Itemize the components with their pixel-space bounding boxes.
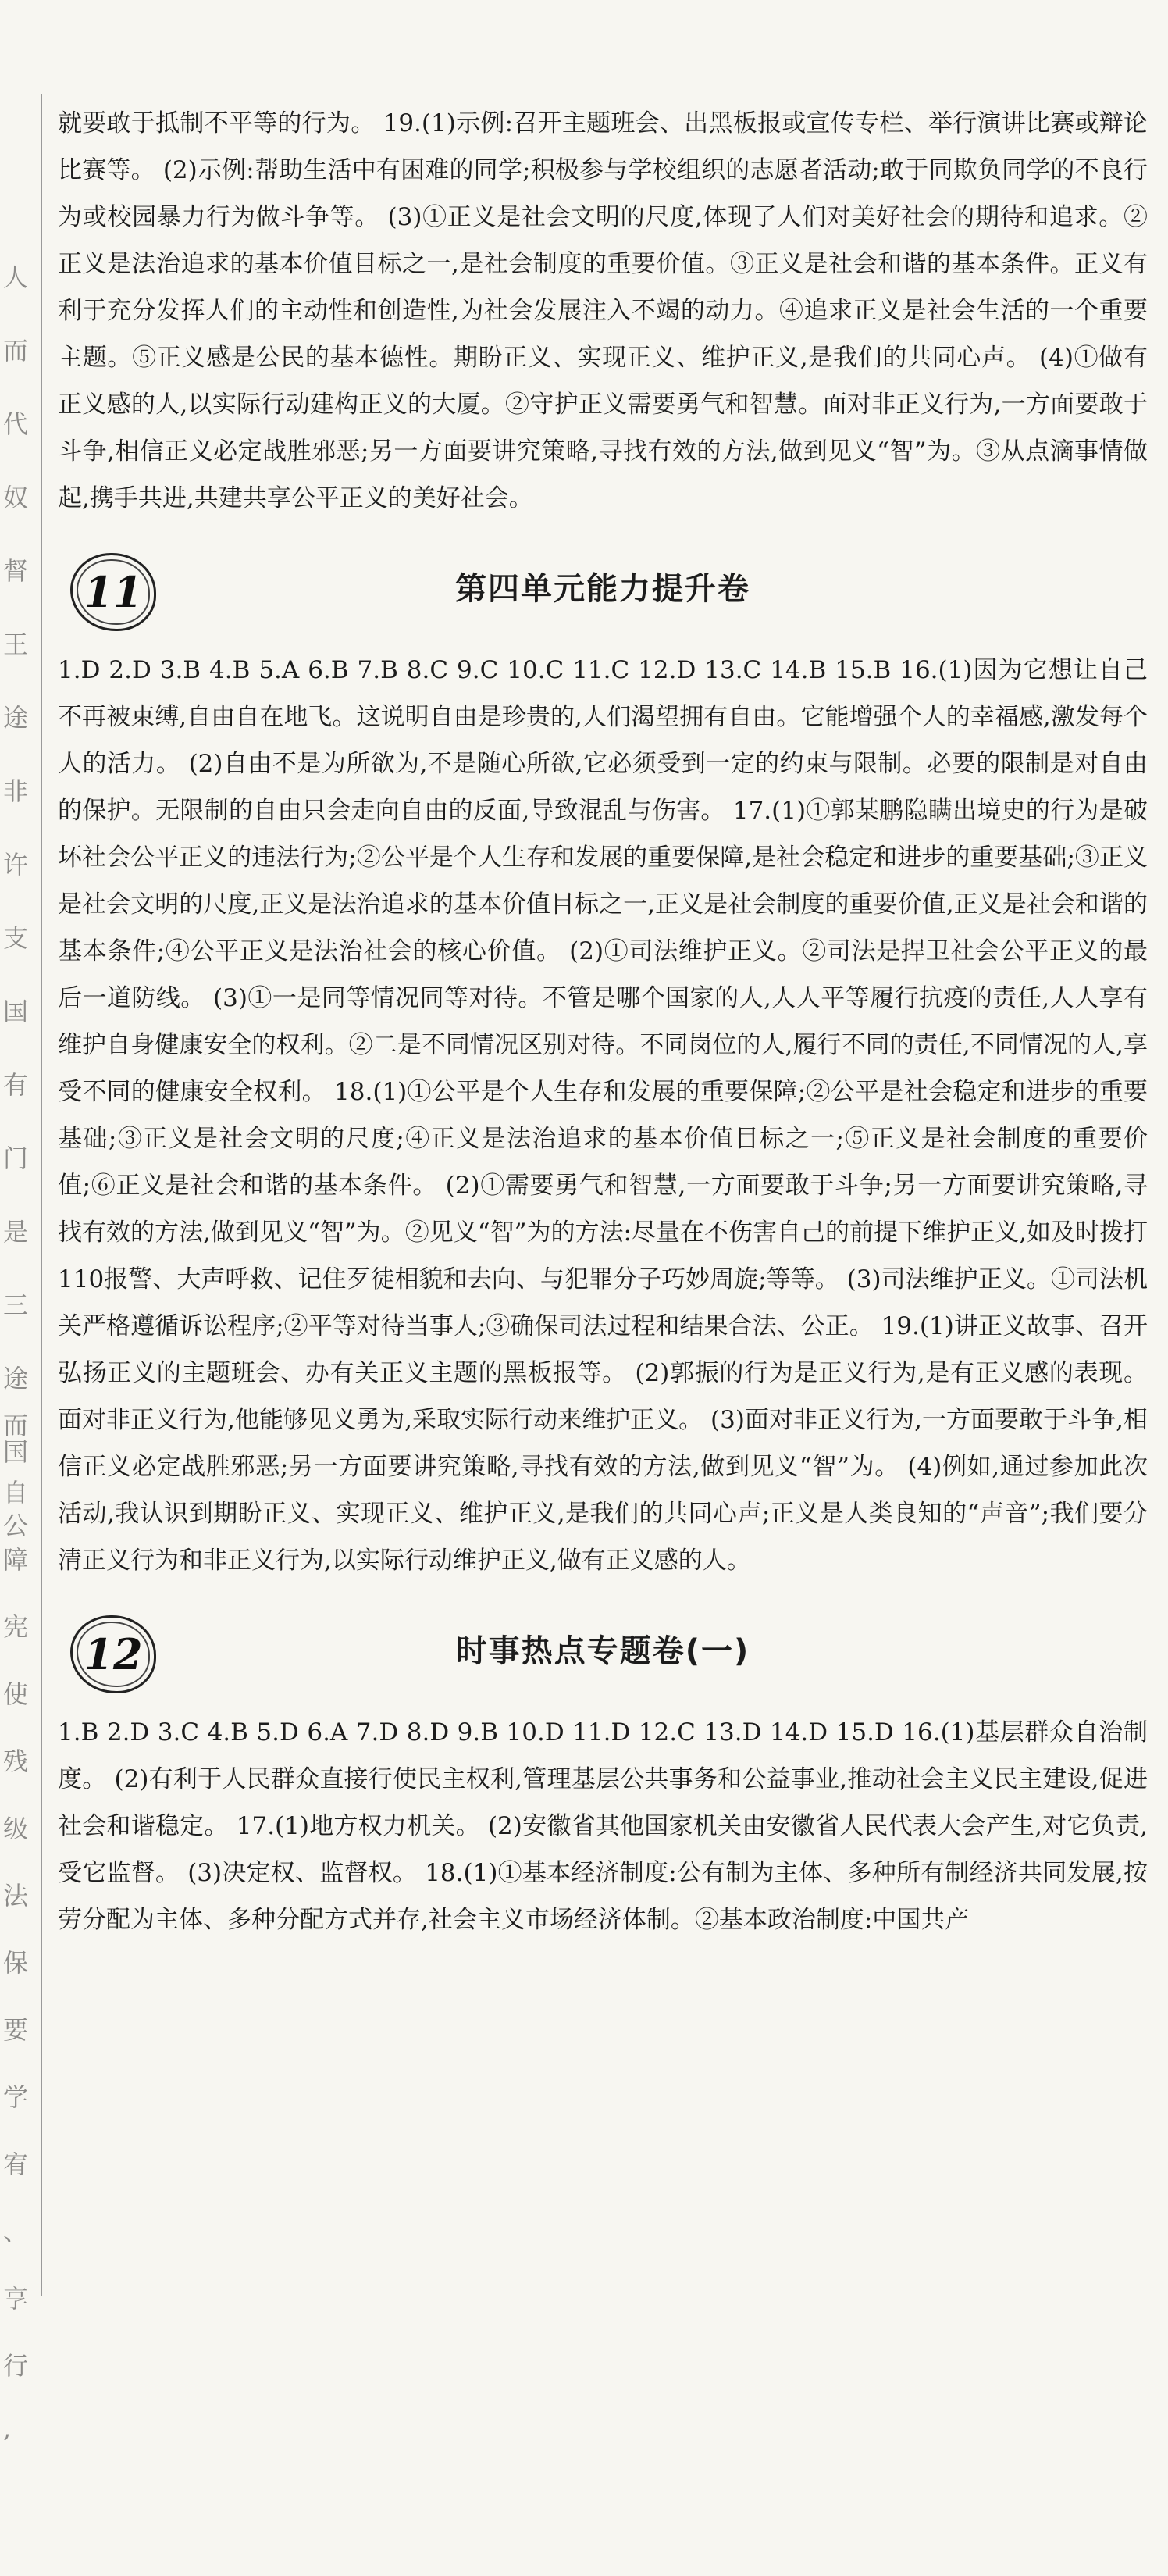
margin-char: 享 bbox=[3, 2284, 29, 2314]
section-title: 时事热点专题卷(一) bbox=[455, 1633, 750, 1669]
margin-char: 要 bbox=[3, 2015, 29, 2045]
margin-char: 途 bbox=[3, 703, 29, 733]
margin-char: 障 bbox=[3, 1545, 29, 1575]
margin-text-upper bbox=[3, 258, 29, 1542]
margin-char: 级 bbox=[3, 1814, 29, 1843]
margin-char: 许 bbox=[3, 850, 29, 879]
margin-char: 行 bbox=[3, 2351, 29, 2381]
margin-char: 国 bbox=[3, 1437, 29, 1467]
section-answers: 1.D 2.D 3.B 4.B 5.A 6.B 7.B 8.C 9.C 10.C 11.C 12.D 13.C 14.B 15.B 16.(1)因为它想让自己不再被束缚,自由自在地飞。这说明自由是珍贵的,人们渴望拥有自由。它能增强个人的幸福感,激发每个人的活力。 (2)自由不是为所欲为,不是随心所欲,它必须受到一定的约束与限制。必要的限制是对自由的保护。无限制的自由只会走向自由的反面,导致混乱与伤害。 17.(1)①郭某鹏隐瞒出境史的行为是破坏社会公平正义的违法行为;②公平是个人生存和发展的重要保障,是社会稳定和进步的重要基础;③正义是社会文明的尺度,正义是法治追求的基本价值目标之一,正义是社会制度的重要价值,正义是社会和谐的基本条件;④公平正义是法治社会的核心价值。 (2)①司法维护正义。②司法是捍卫社会公平正义的最后一道防线。 (3)①一是同等情况同等对待。不管是哪个国家的人,人人平等履行抗疫的责任,人人享有维护自身健康安全的权利。②二是不同情况区别对待。不同岗位的人,履行不同的责任,不同情况的人,享受不同的健康安全权利。 18.(1)①公平是个人生存和发展的重要保障;②公平是社会稳定和进步的重要基础;③正义是社会文明的尺度;④正义是法治追求的基本价值目标之一;⑤正义是社会制度的重要价值;⑥正义是社会和谐的基本条件。 (2)①需要勇气和智慧,一方面要敢于斗争;另一方面要讲究策略,寻找有效的方法,做到见义“智”为。②见义“智”为的方法:尽量在不伤害自己的前提下维护正义,如及时拨打110报警、大声呼救、记住歹徒相貌和去向、与犯罪分子巧妙周旋;等等。 (3)司法维护正义。①司法机关严格遵循诉讼程序;②平等对待当事人;③确保司法过程和结果合法、公正。 19.(1)讲正义故事、召开弘扬正义的主题班会、办有关正义主题的黑板报等。 (2)郭振的行为是正义行为,是有正义感的表现。面对非正义行为,他能够见义勇为,采取实际行动来维护正义。 (3)面对非正义行为,一方面要敢于斗争,相信正义必定战胜邪恶;另一方面要讲究策略,寻找有效的方法,做到见义“智”为。 (4)例如,通过参加此次活动,我认识到期盼正义、实现正义、维护正义,是我们的共同心声;正义是人类良知的“声音”;我们要分清正义行为和非正义行为,以实际行动维护正义,做有正义感的人。 bbox=[58, 656, 1148, 1575]
section-answers: 1.B 2.D 3.C 4.B 5.D 6.A 7.D 8.D 9.B 10.D 11.D 12.C 13.D 14.D 15.D 16.(1)基层群众自治制度。 (2)有利于人民群众直接行使民主权利,管理基层公共事务和公益事业,推动社会主义民主建设,促进社会和谐稳定。 17.(1)地方权力机关。 (2)安徽省其他国家机关由安徽省人民代表大会产生,对它负责,受它监督。 (3)决定权、监督权。 18.(1)①基本经济制度:公有制为主体、多种所有制经济共同发展,按劳分配为主体、多种分配方式并存,社会主义市场经济体制。②基本政治制度:中国共产 bbox=[58, 1718, 1148, 1934]
margin-char: 是 bbox=[3, 1217, 29, 1247]
margin-char: 有 bbox=[3, 1070, 29, 1100]
margin-char: 公 bbox=[3, 1511, 29, 1540]
section-number-badge: 11 bbox=[70, 553, 156, 631]
margin-char: 而 bbox=[3, 336, 29, 366]
margin-char: 残 bbox=[3, 1746, 29, 1776]
margin-char: 代 bbox=[3, 409, 29, 439]
margin-char: 法 bbox=[3, 1881, 29, 1911]
intro-paragraph: 就要敢于抵制不平等的行为。 19.(1)示例:召开主题班会、出黑板报或宣传专栏、举行演讲比赛或辩论比赛等。 (2)示例:帮助生活中有困难的同学;积极参与学校组织的志愿者活动;敢于同欺负同学的不良行为或校园暴力行为做斗争等。 (3)①正义是社会文明的尺度,体现了人们对美好社会的期待和追求。②正义是法治追求的基本价值目标之一,是社会制度的重要价值。③正义是社会和谐的基本条件。正义有利于充分发挥人们的主动性和创造性,为社会发展注入不竭的动力。④追求正义是社会生活的一个重要主题。⑤正义感是公民的基本德性。期盼正义、实现正义、维护正义,是我们的共同心声。 (4)①做有正义感的人,以实际行动建构正义的大厦。②守护正义需要勇气和智慧。面对非正义行为,一方面要敢于斗争,相信正义必定战胜邪恶;另一方面要讲究策略,寻找有效的方法,做到见义“智”为。③从点滴事情做起,携手共进,共建共享公平正义的美好社会。 bbox=[58, 109, 1148, 512]
margin-char: 三 bbox=[3, 1290, 29, 1320]
section-title: 第四单元能力提升卷 bbox=[455, 571, 750, 607]
margin-char: 督 bbox=[3, 556, 29, 586]
margin-char: 宪 bbox=[3, 1612, 29, 1642]
section-number-badge: 12 bbox=[70, 1615, 156, 1693]
margin-text-lower bbox=[3, 1406, 29, 2443]
section-header-12 bbox=[58, 1611, 1148, 1697]
margin-char: 而 bbox=[3, 1411, 29, 1440]
margin-char: 使 bbox=[3, 1679, 29, 1709]
margin-char: 王 bbox=[3, 630, 29, 659]
margin-char: 国 bbox=[3, 997, 29, 1026]
margin-rule bbox=[41, 94, 42, 2296]
margin-char: 保 bbox=[3, 1948, 29, 1978]
margin-char: 支 bbox=[3, 923, 29, 953]
margin-char: 宥 bbox=[3, 2150, 29, 2179]
binding-margin bbox=[0, 0, 30, 2576]
margin-char: 门 bbox=[3, 1144, 29, 1173]
margin-char: 人 bbox=[3, 262, 29, 292]
margin-char: 途 bbox=[3, 1364, 29, 1393]
margin-char: 学 bbox=[3, 2082, 29, 2112]
margin-char: 、 bbox=[3, 2217, 29, 2246]
margin-char: 奴 bbox=[3, 483, 29, 512]
margin-char: 自 bbox=[3, 1478, 29, 1507]
section-header-11 bbox=[58, 548, 1148, 634]
margin-char: 非 bbox=[3, 776, 29, 806]
margin-char: , bbox=[3, 2414, 12, 2443]
answer-page bbox=[58, 100, 1148, 1943]
